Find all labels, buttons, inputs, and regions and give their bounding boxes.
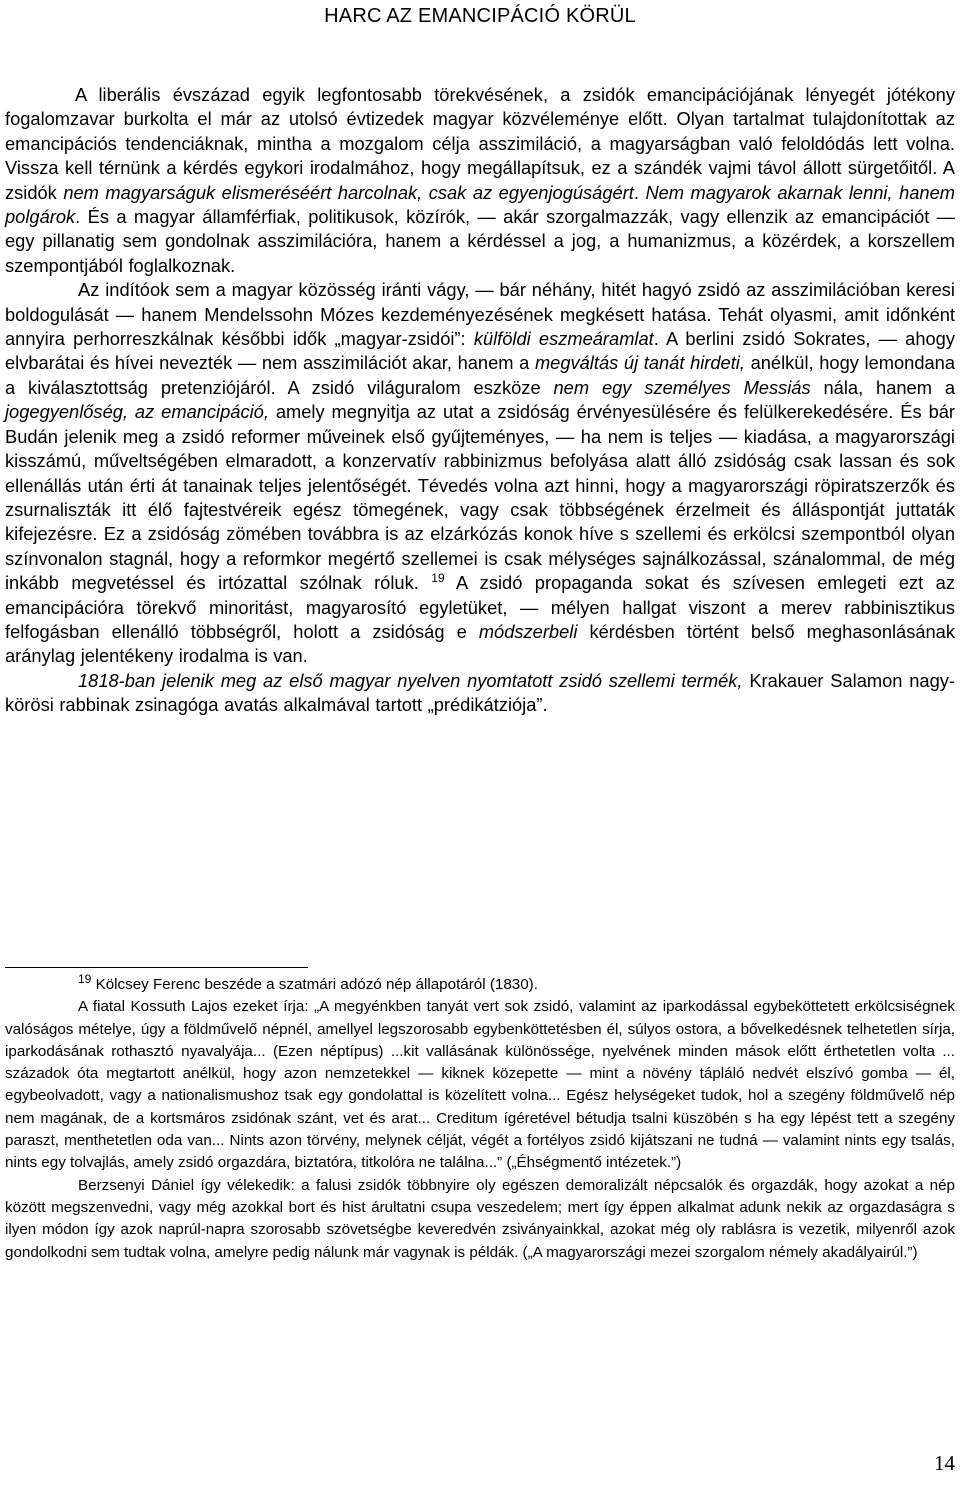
footnote-19: $^{19}$ Kölcsey Ferenc beszéde a szatmári adózó nép állapotáról (1830). <box>78 971 538 993</box>
main-text <box>5 83 955 718</box>
footnote-marker: 19 <box>78 971 92 986</box>
running-header: HARC AZ EMANCIPÁCIÓ KÖRÜL <box>324 5 636 27</box>
footnote-berzsenyi-quote: Berzsenyi Dániel így vélekedik: a falusi zsidók többnyire oly egészen demoralizált népcsalók és orgazdák, hogy azokat a nép között megszenvedni, vagy még azokkal bort és hist árultatni csupa veszedelem; mert így éppen alkalmat adunk nekik az orgazdaságra s ilyen módon így azok naprúl-napra szorosabb szövetségbe keveredvén zsiványainkkal, azokat még oly rablásra is vezetik, milyenről azok gondolkodni sem tudtak volna, amelyre pedig nálunk már vagynak is példák. („A magyarországi mezei szorgalom némely akadályairúl.”) <box>5 1176 955 1261</box>
footnotes <box>5 971 955 1264</box>
paragraph-1: A liberális évszázad egyik legfontosabb törekvésének, a zsidók emancipációjának lényegét jótékony fogalomzavar burkolta el már az utolsó évtizedek magyar közvéleménye előtt. Olyan tartalmat tulajdonítottak az emancipációs tendenciáknak, mintha a mozgalom célja asszimiláció, a magyarságban való feloldódás lett volna. Vissza kell térnünk a kérdés egykori irodalmához, hogy megállapítsuk, ez a szándék vajmi távol állott sürgetőitől. A zsidók nem magyarságuk elismeréséért harcolnak, csak az egyenjogúságért. Nem magyarok akarnak lenni, hanem polgárok. És a magyar államférfiak, politikusok, közírók, — akár szorgalmazzák, vagy ellenzik az emancipációt — egy pillanatig sem gondolnak asszimilációra, hanem a kérdéssel a jog, a humanizmus, a közérdek, a korszellem szempontjából foglalkoznak. <box>5 84 955 276</box>
footnote-reference[interactable]: 19 <box>431 571 445 586</box>
footnote-separator <box>5 967 308 968</box>
paragraph-3: 1818-ban jelenik meg az első magyar nyelven nyomtatott zsidó szellemi termék, Krakauer Salamon nagy-körösi rabbinak zsinagóga avatás alkalmával tartott „prédikátziója”. <box>5 669 955 716</box>
page-number: 14 <box>934 1451 955 1475</box>
footnote-kossuth-quote: A fiatal Kossuth Lajos ezeket írja: „A megyénkben tanyát vert sok zsidó, valamint az iparkodással egybeköttetett erkölcsiségnek valóságos mételye, úgy a földművelő népnél, amellyel legszorosabb egybenköttetésben él, súlyos ostora, a bővelkedésnek telhetetlen sírja, iparkodásának rothasztó nyavalyája... (Ezen néptípus) ...kit vallásának különössége, nyelvének minden mások előtt érthetetlen volta ... századok óta megtartott anélkül, hogy azon nemzetekkel — kiknek közepette — mint a növény tápláló nedvét elszívó gomba — él, egybeolvadott, vagy a nationalismushoz tsak egy gondolattal is közelített volna... Egész helységeket tudok, hol a szegény földművelő nép nem magának, de a kortsmáros zsidónak szánt, vet és arat... Creditum ígéretével bétudja tsalni küszöbén s ha egy lépést tett a szegény paraszt, menthetetlen oda van... Nints azon törvény, melynek célját, végét a fortélyos zsidó kijátszani ne tudná — valamint nints egy tsalás, nints egy tolvajlás, amely zsidó orgazdára, biztatóra, titkolóra ne találna...” („Éhségmentő intézetek.”) <box>5 998 955 1172</box>
paragraph-2: Az indítóok sem a magyar közösség iránti vágy, — bár néhány, hitét hagyó zsidó az asszimilációban keresi boldogulását — hanem Mendelssohn Mózes kezdeményezésének megkésett hatása. Tehát olyasmi, amit időnként annyira perhorreszkálnak későbbi idők „magyar-zsidói”: külföldi eszmeáramlat. A berlini zsidó Sokrates, — ahogy elvbarátai és hívei nevezték — nem asszimilációt akar, hanem a megváltás új tanát hirdeti, anélkül, hogy lemondana a kiválasztottság pretenziójáról. A zsidó világuralom eszköze nem egy személyes Messiás nála, hanem a jogegyenlőség, az emancipáció, amely megnyitja az utat a zsidóság érvényesülésére és felülkerekedésére. És bár Budán jelenik meg a zsidó reformer műveinek első gyűjteményes, — ha nem is teljes — kiadása, a magyarországi kisszámú, műveltségében elmaradott, a konzervatív rabbinizmus befolyása alatt álló zsidóság csak lassan és sok ellenállás után érti át tanainak teljes jelentőségét. Tévedés volna azt hinni, hogy a magyarországi röpiratszerzők és zsurnaliszták itt élő fajtestvéreik egész tömegének, vagy csak többségének érzelmeit és álláspontját juttaták kifejezésre. Ez a zsidóság zömében továbbra is az elzárkózás konok híve s szellemi és erkölcsi szempontból olyan színvonalon stagnál, hogy a reformkor megértő szellemei is csak mélységes sajnálkozással, szánalommal, de még inkább megvetéssel és irtózattal szólnak róluk. $^{19}$ A zsidó propaganda sokat és szívesen emlegeti ezt az emancipációra törekvő minoritást, magyarosító egyletüket, — mélyen hallgat viszont a merev rabbinisztikus felfogásban ellenálló többségről, holott a zsidóság e módszerbeli kérdésben történt belső meghasonlásának aránylag jelentékeny irodalma is van. <box>5 279 955 667</box>
